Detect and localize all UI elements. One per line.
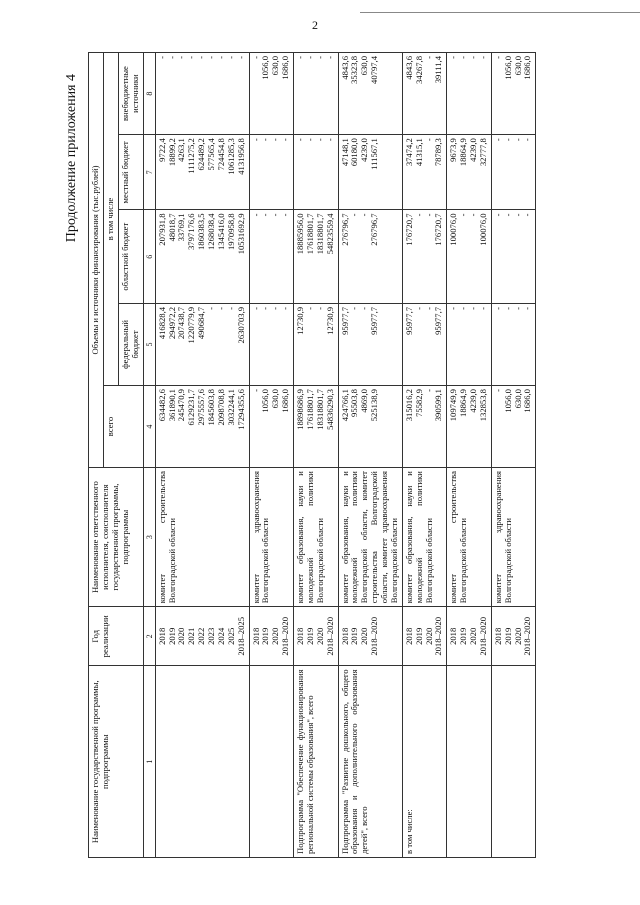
row-local: - - - -: [249, 135, 294, 210]
row-executor: комитет образования, науки и молодежной политики Волгоградской области, комитет строительства Волгоградской области, комитет здравоохранения Волгоградской области: [338, 468, 402, 607]
header-program-name: Наименование государственной программы, подпрограммы: [89, 666, 144, 858]
row-regional: - - - -: [249, 210, 294, 303]
row-total: 18898686,9 17618801,7 18318801,7 54836290,3: [294, 386, 339, 468]
row-extra: 4843,6 35323,8 630,0 40797,4: [338, 53, 402, 135]
row-years: 2018 2019 2020 2018–2020: [402, 607, 447, 666]
row-name: в том числе:: [402, 666, 447, 858]
header-including: в том числе: [103, 53, 118, 386]
row-local: 9722,4 18899,2 4263,1 1111275,2 624489,2 577565,4 724454,8 1061285,3 4131956,8: [155, 135, 249, 210]
row-total: - 1056,0 630,0 1686,0: [249, 386, 294, 468]
col-number: 4: [143, 386, 155, 468]
row-name: [155, 666, 249, 858]
header-federal: федеральный бюджет: [118, 303, 143, 385]
table-row: [491, 53, 536, 858]
row-name: Подпрограмма "Развитие дошкольного, общего образования и дополнительного образования детей", всего: [338, 666, 402, 858]
header-year: Год реализации: [89, 607, 144, 666]
row-extra: - - - -: [294, 53, 339, 135]
header-extra: внебюджетные источники: [118, 53, 143, 135]
row-executor: комитет строительства Волгоградской области: [155, 468, 249, 607]
page-number: 2: [312, 18, 318, 32]
row-years: 2018 2019 2020 2018–2020: [447, 607, 492, 666]
col-number: 1: [143, 666, 155, 858]
table-row: [249, 53, 294, 858]
col-number: 3: [143, 468, 155, 607]
header-executor: Наименование ответственного исполнителя, соисполнителя государственной программы, подпрограммы: [89, 468, 144, 607]
header-local: местный бюджет: [118, 135, 143, 210]
row-regional: 276796,7 - - 276796,7: [338, 210, 402, 303]
row-executor: комитет здравоохранения Волгоградской области: [491, 468, 536, 607]
table-row: [402, 53, 447, 858]
top-rule: [360, 12, 640, 13]
row-name: Подпрограмма "Обеспечение функционирования региональной системы образования", всего: [294, 666, 339, 858]
row-regional: - - - -: [491, 210, 536, 303]
row-total: 424766,1 95503,8 4869,0 525138,9: [338, 386, 402, 468]
row-extra: - 1056,0 630,0 1686,0: [491, 53, 536, 135]
row-local: 9673,9 18864,9 4239,0 32777,8: [447, 135, 492, 210]
financing-table: [88, 52, 536, 858]
row-federal: - - - -: [491, 303, 536, 385]
row-name: [447, 666, 492, 858]
row-federal: - - - -: [447, 303, 492, 385]
row-executor: комитет строительства Волгоградской области: [447, 468, 492, 607]
appendix-caption: Продолжение приложения 4: [64, 74, 79, 243]
row-name: [491, 666, 536, 858]
row-regional: 207931,8 48018,7 33769,1 3797176,6 1860383,5 1268038,4 1345416,0 1970958,8 10531692,9: [155, 210, 249, 303]
row-local: 37474,2 41315,1 - 78789,3: [402, 135, 447, 210]
row-total: 315016,2 75582,9 - 390599,1: [402, 386, 447, 468]
row-federal: - - - -: [249, 303, 294, 385]
row-total: 109749,9 18864,9 4239,0 132853,8: [447, 386, 492, 468]
row-total: - 1056,0 630,0 1686,0: [491, 386, 536, 468]
row-regional: 100076,0 - - 100076,0: [447, 210, 492, 303]
row-years: 2018 2019 2020 2018–2020: [338, 607, 402, 666]
row-executor: комитет образования, науки и молодежной политики Волгоградской области: [294, 468, 339, 607]
row-local: - - - -: [491, 135, 536, 210]
row-regional: 176720,7 - - 176720,7: [402, 210, 447, 303]
table-row: [294, 53, 339, 858]
row-regional: 18885956,0 17618801,7 18318801,7 54823559,4: [294, 210, 339, 303]
row-federal: 95977,7 - - 95977,7: [402, 303, 447, 385]
rotated-page: [58, 38, 624, 858]
row-years: 2018 2019 2020 2018–2020: [491, 607, 536, 666]
header-regional: областной бюджет: [118, 210, 143, 303]
row-local: - - - -: [294, 135, 339, 210]
col-number: 6: [143, 210, 155, 303]
row-local: 47148,1 60180,0 4239,0 111567,1: [338, 135, 402, 210]
row-total: 634482,6 361890,1 245470,9 6129231,7 2975557,6 1845603,8 2098708,8 3032244,1 17294355,6: [155, 386, 249, 468]
header-volumes: Объемы и источники финансирования (тыс.рублей): [89, 53, 104, 468]
row-years: 2018 2019 2020 2018–2020: [249, 607, 294, 666]
col-number: 2: [143, 607, 155, 666]
row-years: 2018 2019 2020 2018–2020: [294, 607, 339, 666]
table-row: [447, 53, 492, 858]
row-extra: - - - - - - - - -: [155, 53, 249, 135]
row-name: [249, 666, 294, 858]
col-number: 8: [143, 53, 155, 135]
row-extra: 4843,6 34267,8 - 39111,4: [402, 53, 447, 135]
row-extra: - - - -: [447, 53, 492, 135]
header-total: всего: [103, 386, 143, 468]
row-years: 2018 2019 2020 2021 2022 2023 2024 2025 2018–2025: [155, 607, 249, 666]
table-row: [338, 53, 402, 858]
row-executor: комитет здравоохранения Волгоградской области: [249, 468, 294, 607]
row-federal: 95977,7 - - 95977,7: [338, 303, 402, 385]
row-extra: - 1056,0 630,0 1686,0: [249, 53, 294, 135]
row-federal: 12730,9 - - 12730,9: [294, 303, 339, 385]
table-row: [155, 53, 249, 858]
row-executor: комитет образования, науки и молодежной политики Волгоградской области: [402, 468, 447, 607]
row-federal: 416828,4 294972,2 207438,7 1220779,9 490684,7 - - - 2630703,9: [155, 303, 249, 385]
col-number: 5: [143, 303, 155, 385]
col-number: 7: [143, 135, 155, 210]
